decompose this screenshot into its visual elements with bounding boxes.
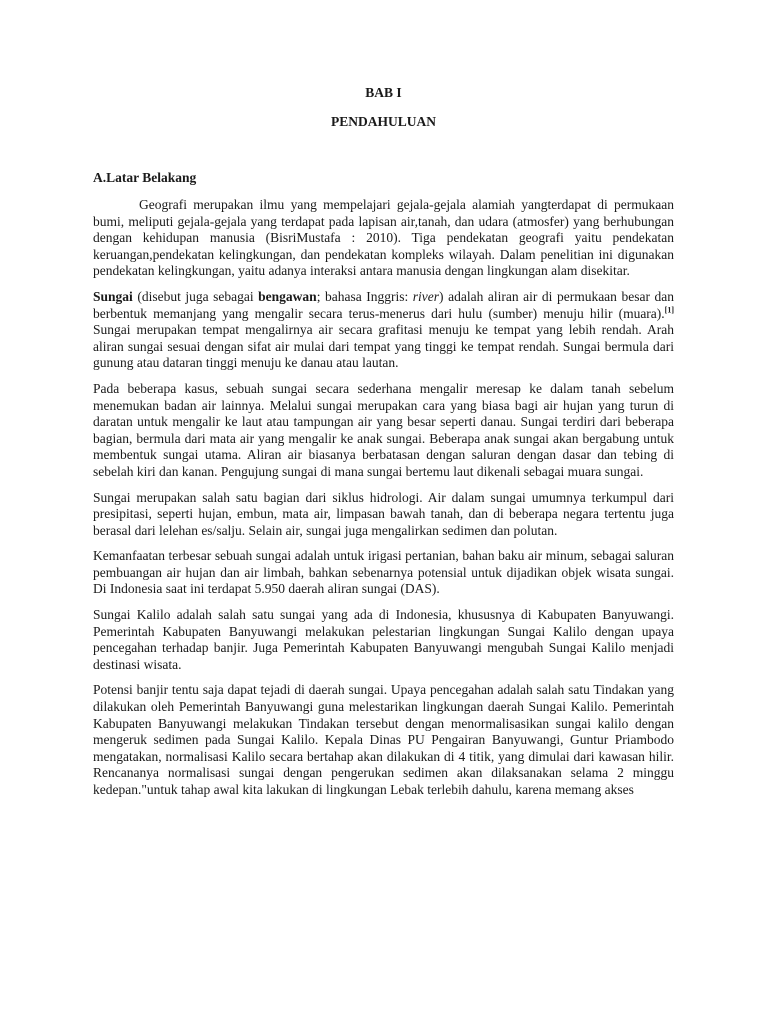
paragraph-kemanfaatan: Kemanfaatan terbesar sebuah sungai adalah untuk irigasi pertanian, bahan baku air minum, sebagai saluran pembuangan air hujan dan air limbah, bahkan sebenarnya potensial untuk dijadikan objek wisata sungai. Di Indonesia saat ini terdapat 5.950 daerah aliran sungai (DAS). <box>93 548 674 597</box>
text-segment: (disebut juga sebagai <box>132 288 259 304</box>
term-sungai: Sungai <box>93 288 133 304</box>
chapter-number: BAB I <box>365 85 402 100</box>
paragraph-sungai-definition <box>93 289 674 372</box>
paragraph-potensi-banjir: Potensi banjir tentu saja dapat tejadi di daerah sungai. Upaya pencegahan adalah salah satu Tindakan yang dilakukan oleh Pemerintah Banyuwangi guna melestarikan lingkungan daerah Sungai Kalilo. Pemerintah Kabupaten Banyuwangi melakukan Tindakan tersebut dengan menormalisasikan sungai kalilo dengan mengeruk sedimen pada Sungai Kalilo. Kepala Dinas PU Pengairan Banyuwangi, Guntur Priambodo mengatakan, normalisasi Kalilo secara bertahap akan dilakukan di 4 titik, yang dimulai dari kawasan hilir. Rencananya normalisasi sungai dengan pengerukan sedimen akan dilaksanakan selama 2 minggu kedepan."untuk tahap awal kita lakukan di lingkungan Lebak terlebih dahulu, karena memang akses <box>93 682 674 797</box>
text-segment: ) adalah aliran air di permukaan besar dan berbentuk memanjang yang mengalir secara terus-menerus dari hulu (sumber) menuju hilir (muara). <box>93 288 674 321</box>
page-content <box>93 84 674 808</box>
term-river: river <box>412 288 440 304</box>
section-heading: A.Latar Belakang <box>93 170 197 185</box>
paragraph-kalilo: Sungai Kalilo adalah salah satu sungai yang ada di Indonesia, khususnya di Kabupaten Banyuwangi. Pemerintah Kabupaten Banyuwangi melakukan pelestarian lingkungan Sungai Kalilo dengan upaya pencegahan terhadap banjir. Juga Pemerintah Kabupaten Banyuwangi mengubah Sungai Kalilo menjadi destinasi wisata. <box>93 607 674 672</box>
chapter-title: PENDAHULUAN <box>330 114 436 129</box>
reference-link[interactable]: [1] <box>664 305 674 315</box>
text-segment: ; bahasa Inggris: <box>316 288 413 304</box>
paragraph-kasus: Pada beberapa kasus, sebuah sungai secara sederhana mengalir meresap ke dalam tanah sebelum menemukan badan air lainnya. Melalui sungai merupakan cara yang biasa bagi air hujan yang turun di daratan untuk mengalir ke laut atau tampungan air yang besar seperti danau. Sungai terdiri dari beberapa bagian, bermula dari mata air yang mengalir ke anak sungai. Beberapa anak sungai akan bergabung untuk membentuk sungai utama. Aliran air biasanya berbatasan dengan saluran dengan dasar dan tebing di sebelah kiri dan kanan. Pengujung sungai di mana sungai bertemu laut dikenali sebagai muara sungai. <box>93 380 674 479</box>
text-segment: Sungai merupakan tempat mengalirnya air secara grafitasi menuju ke tempat yang lebih rendah. Arah aliran sungai sesuai dengan sifat air mulai dari tempat yang tinggi ke tempat rendah. Sungai bermula dari gunung atau dataran tinggi menuju ke danau atau lautan. <box>93 322 674 371</box>
term-bengawan: bengawan <box>258 288 317 304</box>
paragraph-geografi: Geografi merupakan ilmu yang mempelajari gejala-gejala alamiah yangterdapat di permukaan bumi, meliputi gejala-gejala yang terdapat pada lapisan air,tanah, dan udara (atmosfer) yang berhubungan dengan kehidupan manusia (BisriMustafa : 2010). Tiga pendekatan geografi yaitu pendekatan keruangan,pendekatan kelingkungan, dan pendekatan kompleks wilayah. Dalam penelitian ini digunakan pendekatan kelingkungan, yaitu adanya interaksi antara manusia dengan lingkungan alam disekitar. <box>93 197 674 279</box>
paragraph-hidrologi: Sungai merupakan salah satu bagian dari siklus hidrologi. Air dalam sungai umumnya terkumpul dari presipitasi, seperti hujan, embun, mata air, limpasan bawah tanah, dan di beberapa negara tertentu juga berasal dari lelehan es/salju. Selain air, sungai juga mengalirkan sedimen dan polutan. <box>93 489 674 538</box>
